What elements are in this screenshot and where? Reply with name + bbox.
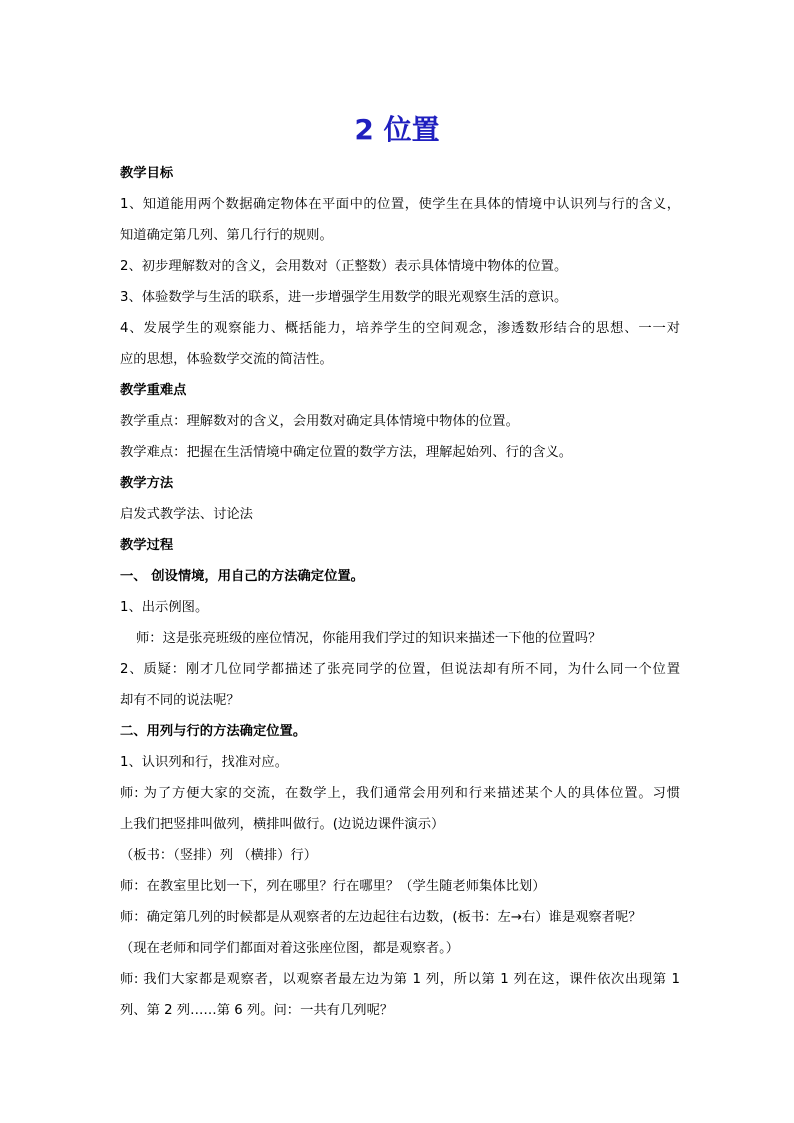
goal-4-line-1: 4、发展学生的观察能力、概括能力，培养学生的空间观念，渗透数形结合的思想、一一对: [120, 321, 680, 336]
heading-teaching-goals: 教学目标: [120, 166, 174, 181]
document-body: [120, 164, 680, 1032]
goal-2: 2、初步理解数对的含义，会用数对（正整数）表示具体情境中物体的位置。: [120, 259, 568, 274]
difficult-point: 教学难点：把握在生活情境中确定位置的数学方法，理解起始列、行的含义。: [120, 445, 573, 460]
section-2-teacher-3-line-2: （现在老师和同学们都面对着这张座位图，都是观察者。）: [120, 941, 460, 956]
heading-teaching-process: 教学过程: [120, 538, 174, 553]
section-1-teacher-line: 师：这是张亮班级的座位情况，你能用我们学过的知识来描述一下他的位置吗？: [136, 631, 602, 646]
section-2-teacher-1-line-2: 上我们把竖排叫做列，横排叫做行。(边说边课件演示）: [120, 817, 445, 832]
page-title: 2 位置: [354, 113, 440, 146]
goal-4-line-2: 应的思想，体验数学交流的简洁性。: [120, 352, 333, 367]
goal-1-line-2: 知道确定第几列、第几行行的规则。: [120, 228, 333, 243]
section-2-teacher-1-line-1: 师: 为了方便大家的交流，在数学上，我们通常会用列和行来描述某个人的具体位置。习惯: [120, 786, 680, 801]
section-2-teacher-4-line-2: 列、第 2 列……第 6 列。问：一共有几列呢？: [120, 1003, 394, 1018]
section-2-board-note: （板书：（竖排）列 （横排）行）: [120, 848, 318, 863]
section-1-heading: 一、 创设情境，用自己的方法确定位置。: [120, 569, 364, 584]
section-2-item-1: 1、认识列和行，找准对应。: [120, 755, 289, 770]
section-2-teacher-2: 师：在教室里比划一下，列在哪里？行在哪里？（学生随老师集体比划）: [120, 879, 546, 894]
section-2-teacher-4-line-1: 师: 我们大家都是观察者，以观察者最左边为第 1 列，所以第 1 列在这，课件依次出现第 1: [120, 972, 680, 987]
heading-key-difficult: 教学重难点: [120, 383, 187, 398]
goal-1-line-1: 1、知道能用两个数据确定物体在平面中的位置，使学生在具体的情境中认识列与行的含义，: [120, 197, 680, 212]
section-2-teacher-3-line-1: 师：确定第几列的时候都是从观察者的左边起往右边数，(板书：左→右）谁是观察者呢？: [120, 910, 642, 925]
heading-teaching-method: 教学方法: [120, 476, 174, 491]
goal-3: 3、体验数学与生活的联系，进一步增强学生用数学的眼光观察生活的意识。: [120, 290, 568, 305]
section-1-item-2-line-2: 却有不同的说法呢？: [120, 693, 240, 708]
key-point: 教学重点：理解数对的含义，会用数对确定具体情境中物体的位置。: [120, 414, 519, 429]
section-2-heading: 二、用列与行的方法确定位置。: [120, 724, 307, 739]
section-1-item-1: 1、出示例图。: [120, 600, 209, 615]
section-1-item-2-line-1: 2、质疑：刚才几位同学都描述了张亮同学的位置，但说法却有所不同，为什么同一个位置: [120, 662, 680, 677]
teaching-method: 启发式教学法、讨论法: [120, 507, 253, 522]
